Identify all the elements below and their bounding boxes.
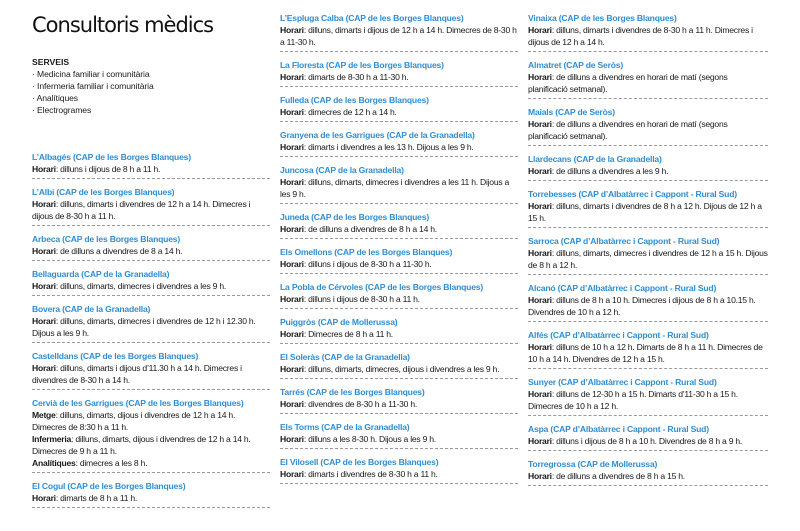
schedule-label: Horari (280, 25, 304, 35)
clinic-name: Cervià de les Garrigues (CAP de les Borges Blanques) (32, 398, 244, 408)
schedule-text: : Dimecres de 8 h a 11 h. (303, 329, 393, 339)
clinic-entry (528, 327, 768, 369)
clinic-name: L’Espluga Calba (CAP de les Borges Blanques) (280, 13, 464, 23)
schedule-text: : dimecres de 12 h a 14 h. (303, 107, 397, 117)
schedule-label: Horari (32, 493, 56, 503)
clinic-entry (280, 314, 518, 344)
clinic-entry (32, 149, 270, 179)
schedule-line (280, 328, 518, 340)
schedule-text: : dimarts de 8-30 h a 11-30 h. (303, 72, 409, 82)
schedule-label: Horari (280, 224, 304, 234)
clinic-entry (32, 231, 270, 261)
service-item: · Analítiques (32, 93, 78, 103)
schedule-label: Horari (528, 436, 552, 446)
schedule-line (280, 433, 518, 445)
schedule-label: Analítiques (32, 458, 76, 468)
clinic-entry (32, 395, 270, 473)
clinic-entry (280, 127, 518, 157)
service-item: · Medicina familiar i comunitària (32, 69, 150, 79)
clinic-name: Llardecans (CAP de la Granadella) (528, 154, 662, 164)
schedule-line (280, 141, 518, 153)
clinic-name: Sunyer (CAP d’Albatàrrec i Cappont - Rural Sud) (528, 377, 717, 387)
schedule-text: : dilluns, dimarts i divendres de 8-30 h a 11 h. Dimecres i dijous de 12 h a 14 h. (528, 25, 753, 47)
clinic-entry (280, 92, 518, 122)
schedule-text: : dilluns, dimarts i divendres de 12 h a 14 h. Dimecres i dijous de 8-30 h a 11 h. (32, 199, 251, 221)
clinic-name: Tarrés (CAP de les Borges Blanques) (280, 387, 425, 397)
services-title: SERVEIS (32, 57, 70, 67)
schedule-line (528, 118, 768, 142)
schedule-line (32, 409, 270, 433)
schedule-label: Horari (280, 329, 304, 339)
clinic-name: L’Albi (CAP de les Borges Blanques) (32, 187, 175, 197)
clinic-entry (32, 348, 270, 390)
schedule-label: Horari (32, 199, 56, 209)
clinic-name: Alcanó (CAP d’Albatàrrec i Cappont - Rural Sud) (528, 283, 717, 293)
schedule-line (528, 200, 768, 224)
schedule-label: Horari (280, 72, 304, 82)
schedule-line (280, 71, 518, 83)
clinic-name: Bovera (CAP de la Granadella) (32, 304, 151, 314)
clinic-name: Juneda (CAP de les Borges Blanques) (280, 212, 430, 222)
schedule-text: : dimarts i divendres de 8-30 h a 11 h. (303, 469, 438, 479)
schedule-text: : dilluns a les 8-30 h. Dijous a les 9 h. (303, 434, 436, 444)
clinic-entry (528, 57, 768, 99)
schedule-text: : dilluns i dijous de 8-30 h a 11-30 h. (303, 259, 432, 269)
clinic-entry (32, 301, 270, 343)
clinic-name: El Soleràs (CAP de la Granadella) (280, 352, 410, 362)
schedule-text: : dilluns, dimarts, dimecres i divendres de 12 h a 15 h. Dijous de 8 h a 12 h. (528, 248, 768, 270)
schedule-text: : dilluns, dimarts i dijous d’11.30 h a 14 h. Dimecres i divendres de 8-30 h a 14 h. (32, 363, 242, 385)
schedule-line (32, 163, 270, 175)
schedule-text: : de dilluns a divendres de 8 h a 14 h. (303, 224, 437, 234)
service-item: · Infermeria familiar i comunitària (32, 81, 154, 91)
schedule-text: : dimecres a les 8 h. (75, 458, 148, 468)
schedule-label: Horari (280, 469, 304, 479)
schedule-line (280, 468, 518, 480)
clinic-entry (528, 374, 768, 416)
schedule-label: Infermeria (32, 434, 72, 444)
schedule-text: : de dilluns a divendres en horari de matí (segons planificació setmanal). (528, 72, 728, 94)
schedule-text: : dilluns de 8 h a 10 h. Dimecres i dijous de 8 h a 10.15 h. Divendres de 10 h a 12 h. (528, 295, 756, 317)
schedule-label: Metge (32, 410, 56, 420)
schedule-label: Horari (32, 316, 56, 326)
schedule-text: : dilluns, dimarts, dijous i divendres de 12 h a 14 h. Dimecres de 9 h a 11 h. (32, 434, 251, 456)
clinic-entry (528, 233, 768, 275)
schedule-label: Horari (280, 434, 304, 444)
clinic-name: El Vilosell (CAP de les Borges Blanques) (280, 457, 439, 467)
schedule-text: : divendres de 8-30 h a 11-30 h. (303, 399, 418, 409)
clinic-entry (280, 162, 518, 204)
clinic-name: Almatret (CAP de Seròs) (528, 60, 624, 70)
schedule-text: : de dilluns a divendres a les 9 h. (551, 166, 669, 176)
clinic-entry (280, 10, 518, 52)
clinic-name: La Pobla de Cérvoles (CAP de les Borges Blanques) (280, 282, 484, 292)
clinic-entry (528, 421, 768, 451)
clinic-entry (280, 419, 518, 449)
schedule-text: : dilluns i dijous de 8 h a 10 h. Divendres de 8 h a 9 h. (551, 436, 743, 446)
page-title: Consultoris mèdics (32, 13, 214, 37)
clinic-entry (32, 478, 270, 508)
clinic-entry (280, 209, 518, 239)
schedule-line (280, 24, 518, 48)
clinic-name: Els Omellons (CAP de les Borges Blanques) (280, 247, 453, 257)
schedule-text: : dimarts de 8 h a 11 h. (55, 493, 138, 503)
schedule-text: : dilluns i dijous de 8 h a 11 h. (55, 164, 161, 174)
schedule-line (528, 165, 768, 177)
schedule-label: Horari (280, 364, 304, 374)
schedule-line (32, 492, 270, 504)
service-item: · Electrogrames (32, 105, 92, 115)
column-2 (280, 0, 518, 489)
schedule-line (32, 245, 270, 257)
clinic-entry (32, 184, 270, 226)
schedule-label: Horari (32, 281, 56, 291)
schedule-text: : dilluns, dimarts, dimecres i divendres a les 11 h. Dijous a les 9 h. (280, 177, 510, 199)
clinic-name: Sarroca (CAP d’Albatàrrec i Cappont - Rural Sud) (528, 236, 720, 246)
schedule-line (280, 176, 518, 200)
schedule-text: : dilluns, dimarts i dijous de 12 h a 14 h. Dimecres de 8-30 h a 11-30 h. (280, 25, 517, 47)
schedule-label: Horari (528, 295, 552, 305)
clinic-name: Maials (CAP de Seròs) (528, 107, 615, 117)
clinic-entry (528, 104, 768, 146)
clinic-name: Bellaguarda (CAP de la Granadella) (32, 269, 170, 279)
schedule-line (280, 258, 518, 270)
clinic-name: Fulleda (CAP de les Borges Blanques) (280, 95, 429, 105)
schedule-text: : dilluns de 10 h a 12 h. Dimarts de 8 h a 11 h. Dimecres de 10 h a 14 h. Divendres de 12 h a 15 h. (528, 342, 763, 364)
schedule-line (32, 280, 270, 292)
clinic-entry (280, 384, 518, 414)
schedule-label: Horari (280, 259, 304, 269)
clinic-entry (280, 244, 518, 274)
schedule-label: Horari (528, 25, 552, 35)
schedule-label: Horari (280, 177, 304, 187)
schedule-label: Horari (280, 399, 304, 409)
clinic-entry (32, 266, 270, 296)
schedule-line (528, 247, 768, 271)
clinic-entry (528, 151, 768, 181)
schedule-label: Horari (280, 142, 304, 152)
clinic-name: Granyena de les Garrigues (CAP de la Granadella) (280, 130, 475, 140)
clinic-entry (528, 456, 768, 486)
clinic-entry (528, 280, 768, 322)
schedule-line (528, 71, 768, 95)
clinic-entry (280, 454, 518, 484)
schedule-text: : dilluns i dijous de 8-30 h a 11 h. (303, 294, 420, 304)
clinic-name: Castelldans (CAP de les Borges Blanques) (32, 351, 199, 361)
clinic-name: El Cogul (CAP de les Borges Blanques) (32, 481, 186, 491)
clinic-name: Aspa (CAP d’Albatàrrec i Cappont - Rural Sud) (528, 424, 709, 434)
schedule-text: : dilluns, dimarts, dimecres, dijous i divendres a les 9 h. (303, 364, 500, 374)
schedule-label: Horari (528, 248, 552, 258)
clinic-entry (528, 10, 768, 52)
clinic-name: Arbeca (CAP de les Borges Blanques) (32, 234, 181, 244)
schedule-text: : dilluns, dimarts, dijous i divendres de 12 h a 14 h. Dimecres de 8:30 h a 11 h. (32, 410, 236, 432)
schedule-label: Horari (528, 342, 552, 352)
schedule-text: : dimarts i divendres a les 13 h. Dijous a les 9 h. (303, 142, 474, 152)
schedule-line (528, 470, 768, 482)
schedule-line (528, 388, 768, 412)
schedule-label: Horari (280, 107, 304, 117)
schedule-label: Horari (32, 363, 56, 373)
schedule-line (32, 433, 270, 457)
clinic-entry (280, 57, 518, 87)
schedule-line (280, 363, 518, 375)
schedule-line (280, 398, 518, 410)
schedule-line (280, 106, 518, 118)
schedule-text: : dilluns, dimarts, dimecres i divendres de 12 h i 12.30 h. Dijous a les 9 h. (32, 316, 256, 338)
schedule-label: Horari (32, 164, 56, 174)
schedule-text: : de dilluns a divendres de 8 a 14 h. (55, 246, 183, 256)
schedule-label: Horari (528, 72, 552, 82)
clinic-name: Vinaixa (CAP de les Borges Blanques) (528, 13, 677, 23)
services-list (32, 56, 270, 116)
schedule-label: Horari (528, 471, 552, 481)
schedule-label: Horari (32, 246, 56, 256)
schedule-line (32, 362, 270, 386)
clinic-name: La Floresta (CAP de les Borges Blanques) (280, 60, 444, 70)
clinic-entry (528, 186, 768, 228)
clinic-list-3 (528, 10, 768, 486)
schedule-label: Horari (528, 389, 552, 399)
schedule-line (280, 293, 518, 305)
schedule-text: : de dilluns a divendres en horari de matí (segons planificació setmanal). (528, 119, 728, 141)
schedule-text: : dilluns, dimarts, dimecres i divendres a les 9 h. (55, 281, 226, 291)
schedule-line (528, 294, 768, 318)
schedule-text: : dilluns de 12-30 h a 15 h. Dimarts d’11-30 h a 15 h. Dimecres de 10 h a 12 h. (528, 389, 738, 411)
schedule-label: Horari (280, 294, 304, 304)
clinic-name: Torregrossa (CAP de Mollerussa) (528, 459, 658, 469)
schedule-line (528, 341, 768, 365)
schedule-text: : de dilluns a divendres de 8 h a 15 h. (551, 471, 685, 481)
schedule-line (528, 435, 768, 447)
schedule-line (528, 24, 768, 48)
schedule-text: : dilluns, dimarts i divendres de 8 h a 12 h. Dijous de 12 h a 15 h. (528, 201, 762, 223)
schedule-label: Horari (528, 166, 552, 176)
clinic-entry (280, 349, 518, 379)
schedule-line (32, 315, 270, 339)
clinic-list-2 (280, 10, 518, 484)
clinic-name: Els Torms (CAP de la Granadella) (280, 422, 410, 432)
schedule-label: Horari (528, 119, 552, 129)
clinic-name: L’Albagés (CAP de les Borges Blanques) (32, 152, 191, 162)
column-1 (32, 0, 270, 513)
schedule-label: Horari (528, 201, 552, 211)
schedule-line (32, 198, 270, 222)
schedule-line (280, 223, 518, 235)
clinic-name: Torrebesses (CAP d’Albatàrrec i Cappont - Rural Sud) (528, 189, 737, 199)
clinic-name: Alfés (CAP d’Albatàrrec i Cappont - Rural Sud) (528, 330, 709, 340)
clinic-list-1 (32, 149, 270, 508)
clinic-name: Juncosa (CAP de la Granadella) (280, 165, 404, 175)
clinic-name: Puiggròs (CAP de Mollerussa) (280, 317, 398, 327)
clinic-entry (280, 279, 518, 309)
column-3 (528, 0, 768, 491)
schedule-line (32, 457, 270, 469)
